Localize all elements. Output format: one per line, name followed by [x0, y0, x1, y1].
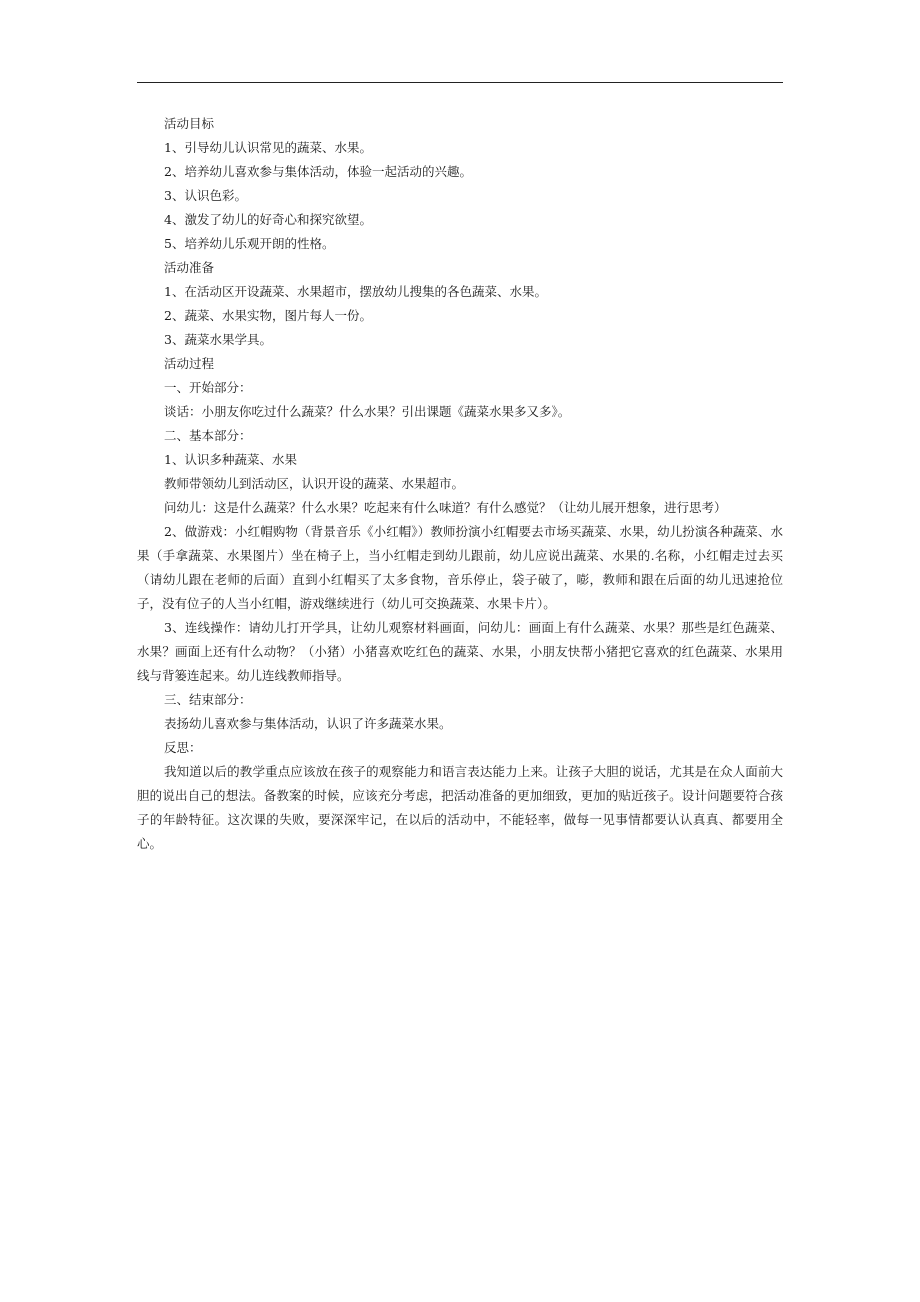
part2-title: 二、基本部分：: [164, 428, 252, 443]
part1-title: 一、开始部分：: [164, 380, 252, 395]
section-title-prep: 活动准备: [164, 260, 215, 275]
goal-item: 3、认识色彩。: [164, 188, 247, 203]
goal-item: 4、激发了幼儿的好奇心和探究欲望。: [164, 212, 372, 227]
section-title-goals: 活动目标: [164, 116, 215, 131]
part1-text: 谈话：小朋友你吃过什么蔬菜？什么水果？引出课题《蔬菜水果多又多》。: [164, 404, 571, 419]
goal-item: 5、培养幼儿乐观开朗的性格。: [164, 236, 335, 251]
step1-title: 1、认识多种蔬菜、水果: [164, 452, 297, 467]
goal-item: 2、培养幼儿喜欢参与集体活动，体验一起活动的兴趣。: [164, 164, 472, 179]
reflection-paragraph: 我知道以后的教学重点应该放在孩子的观察能力和语言表达能力上来。让孩子大胆的说话，尤其是在众人面前大胆的说出自己的想法。备教案的时候，应该充分考虑，把活动准备的更加细致，更加的贴近孩子。设计问题要符合孩子的年龄特征。这次课的失败，要深深牢记，在以后的活动中，不能轻率，做每一见事情都要认认真真、都要用全心。: [137, 764, 783, 851]
step3-paragraph: 3、连线操作：请幼儿打开学具，让幼儿观察材料画面，问幼儿：画面上有什么蔬菜、水果？那些是红色蔬菜、水果？画面上还有什么动物？（小猪）小猪喜欢吃红色的蔬菜、水果，小朋友快帮小猪把它喜欢的红色蔬菜、水果用线与背篓连起来。幼儿连线教师指导。: [137, 620, 783, 683]
goal-item: 1、引导幼儿认识常见的蔬菜、水果。: [164, 140, 372, 155]
header-rule: [137, 82, 783, 83]
reflection-title: 反思：: [164, 740, 202, 755]
section-title-process: 活动过程: [164, 356, 215, 371]
step1-text: 教师带领幼儿到活动区，认识开设的蔬菜、水果超市。: [164, 476, 465, 491]
step2-paragraph: 2、做游戏：小红帽购物（背景音乐《小红帽》）教师扮演小红帽要去市场买蔬菜、水果，幼儿扮演各种蔬菜、水果（手拿蔬菜、水果图片）坐在椅子上，当小红帽走到幼儿跟前，幼儿应说出蔬菜、水果的.名称，小红帽走过去买（请幼儿跟在老师的后面）直到小红帽买了太多食物，音乐停止，袋子破了，嘭，教师和跟在后面的幼儿迅速抢位子，没有位子的人当小红帽，游戏继续进行（幼儿可交换蔬菜、水果卡片）。: [137, 524, 783, 611]
document-body: [137, 112, 783, 856]
part3-title: 三、结束部分：: [164, 692, 252, 707]
prep-item: 3、蔬菜水果学具。: [164, 332, 272, 347]
prep-item: 2、蔬菜、水果实物，图片每人一份。: [164, 308, 372, 323]
part3-text: 表扬幼儿喜欢参与集体活动，认识了许多蔬菜水果。: [164, 716, 452, 731]
step1-question: 问幼儿：这是什么蔬菜？什么水果？吃起来有什么味道？有什么感觉？（让幼儿展开想象，进行思考）: [164, 500, 727, 515]
prep-item: 1、在活动区开设蔬菜、水果超市，摆放幼儿搜集的各色蔬菜、水果。: [164, 284, 547, 299]
